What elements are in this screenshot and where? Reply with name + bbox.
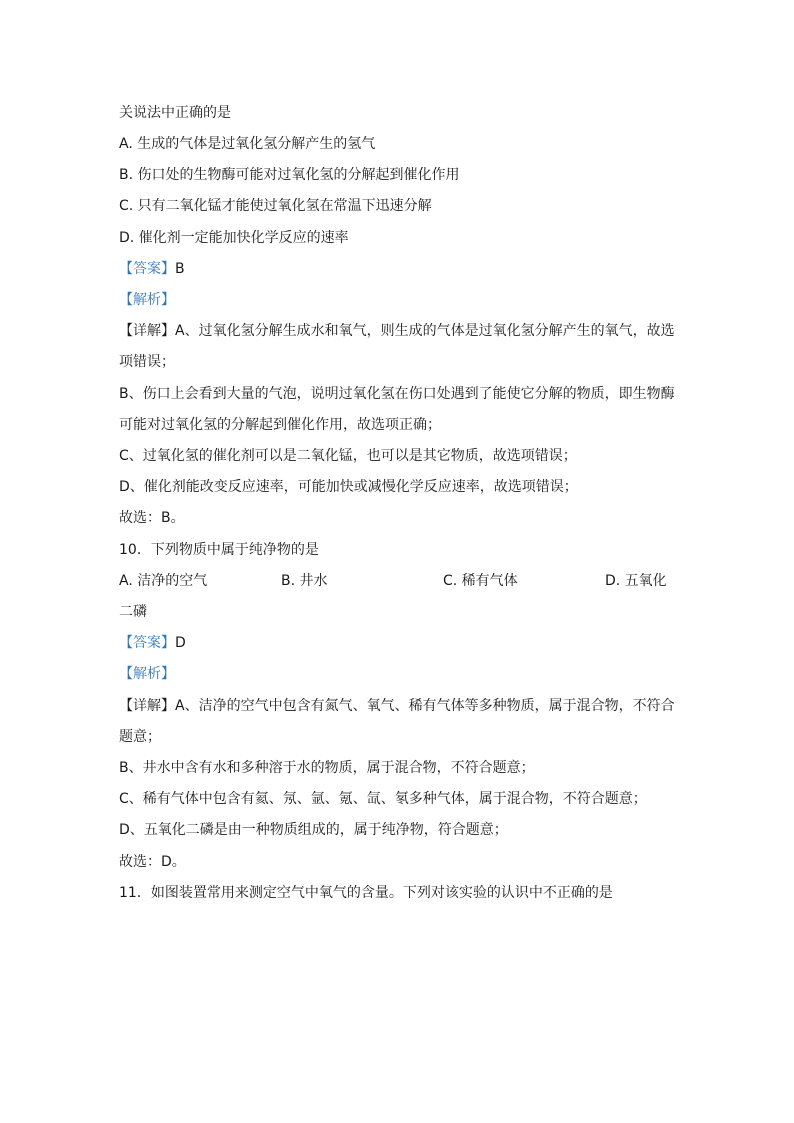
detail-text: A、洁净的空气中包含有氮气、氧气、稀有气体等多种物质，属于混合物，不符合 [175,698,675,714]
q10-detail-line: B、井水中含有水和多种溶于水的物质，属于混合物，不符合题意； [119,760,535,776]
q9-detail-line: 可能对过氧化氢的分解起到催化作用，故选项正确； [119,417,441,433]
q10-option-d: D. 五氧化 [605,573,667,589]
q9-detail-line: D、催化剂能改变反应速率，可能加快或减慢化学反应速率，故选项错误； [119,479,578,495]
q9-option-c: C. 只有二氧化锰才能使过氧化氢在常温下迅速分解 [119,198,432,214]
q10-option-c: C. 稀有气体 [443,573,518,589]
q9-option-d: D. 催化剂一定能加快化学反应的速率 [119,230,349,246]
q9-detail-line [119,321,675,341]
q10-detail-line: D、五氧化二磷是由一种物质组成的，属于纯净物，符合题意； [119,822,508,838]
q9-option-b: B. 伤口处的生物酶可能对过氧化氢的分解起到催化作用 [119,167,460,183]
detail-tag: 【详解】 [119,698,175,714]
q10-detail-line: 题意； [119,729,161,745]
q9-detail-line: B、伤口上会看到大量的气泡，说明过氧化氢在伤口处遇到了能使它分解的物质，即生物酶 [119,386,675,402]
q9-detail-line: C、过氧化氢的催化剂可以是二氧化锰，也可以是其它物质，故选项错误； [119,448,577,464]
q10-option-a: A. 洁净的空气 [119,573,208,589]
q9-detail-line: 项错误； [119,354,175,370]
answer-tag: 【答案】 [119,261,175,277]
q10-detail-line [119,696,675,716]
q10-stem: 10．下列物质中属于纯净物的是 [119,542,319,558]
q9-stem-tail: 关说法中正确的是 [119,105,231,121]
q9-conclusion: 故选：B。 [119,510,185,526]
q9-analysis-tag: 【解析】 [119,292,175,308]
q10-analysis-tag: 【解析】 [119,666,175,682]
q10-option-wrap: 二磷 [119,604,147,620]
q10-answer [119,633,186,653]
q10-option-b: B. 井水 [281,573,328,589]
answer-value: D [175,635,186,651]
q9-answer [119,259,185,279]
answer-tag: 【答案】 [119,635,175,651]
q11-stem: 11．如图装置常用来测定空气中氧气的含量。下列对该实验的认识中不正确的是 [119,885,613,901]
detail-tag: 【详解】 [119,323,175,339]
q10-conclusion: 故选：D。 [119,854,186,870]
q9-option-a: A. 生成的气体是过氧化氢分解产生的氢气 [119,136,376,152]
detail-text: A、过氧化氢分解生成水和氧气，则生成的气体是过氧化氢分解产生的氧气，故选 [175,323,675,339]
q10-detail-line: C、稀有气体中包含有氦、氖、氩、氪、氙、氡多种气体，属于混合物，不符合题意； [119,791,647,807]
answer-value: B [175,261,185,277]
